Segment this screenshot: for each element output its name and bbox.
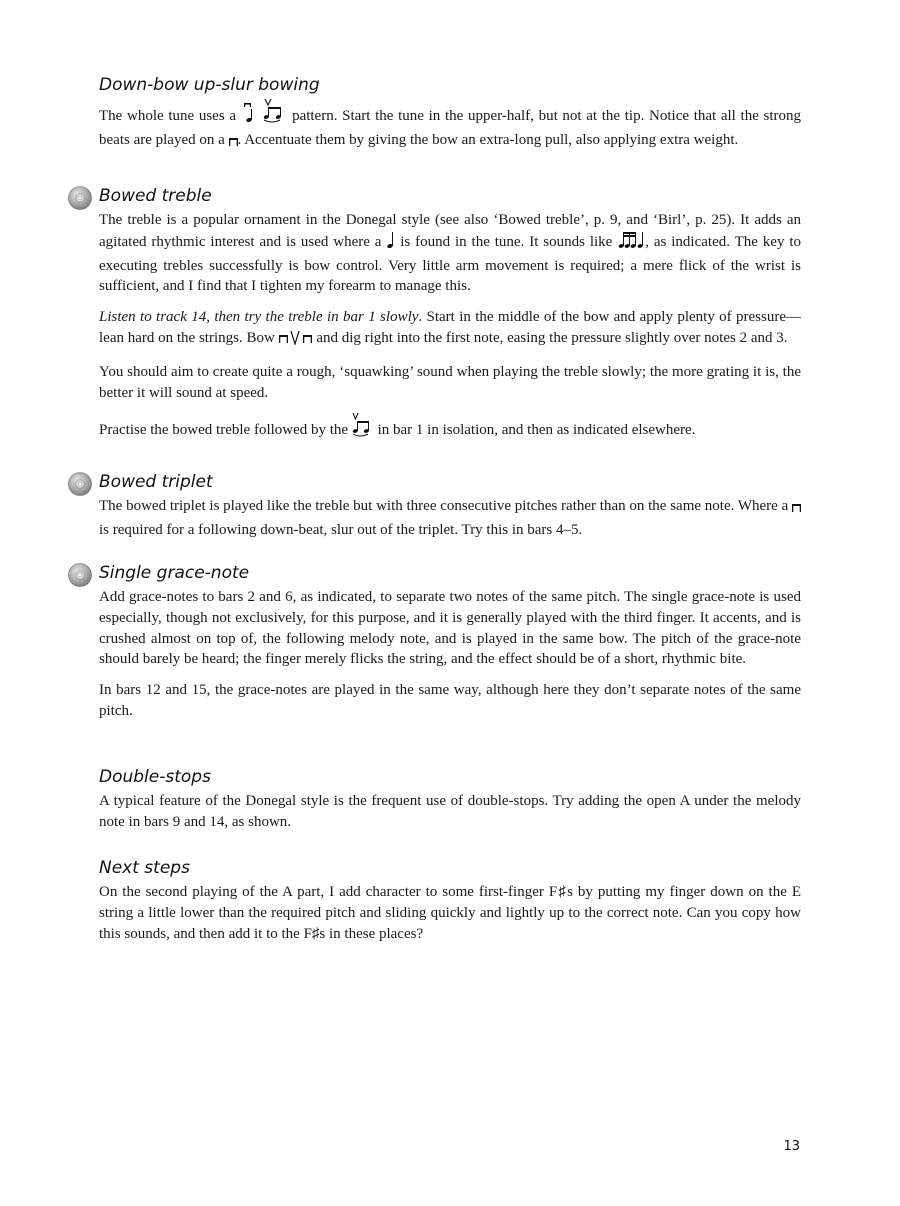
paragraph: The bowed triplet is played like the treble but with three consecutive pitches rather than on the same note. Where a is required for a following down-beat, slur out of the triplet. Try this in bars 4–5. [99, 496, 801, 541]
quarter-note-symbol [386, 231, 395, 256]
section-bowed-triplet [99, 471, 801, 551]
paragraph: Add grace-notes to bars 2 and 6, as indicated, to separate two notes of the same pitch. The single grace-note is used especially, though not exclusively, for this purpose, and it is generally played with the third finger. It accents, and is crushed almost on top of, the following melody note, and is played in the same bow. The pitch of the grace-note should barely be heard; the finger merely flicks the string, and the effect should be of a short, rhythmic bite. [99, 589, 801, 668]
section-down-bow-up-slur [99, 74, 801, 164]
section-heading: Double-stops [99, 767, 211, 787]
section-double-stops [99, 766, 801, 843]
section-heading: Bowed treble [99, 186, 212, 206]
audio-cd-icon [68, 186, 92, 210]
section-single-grace-note [99, 562, 801, 732]
slurred-eighth-pair-up-bow-symbol [352, 413, 374, 444]
down-bow-symbol [792, 499, 801, 520]
section-next-steps [99, 857, 801, 954]
paragraph: Listen to track 14, then try the treble in bar 1 slowly. Start in the middle of the bow and apply plenty of pressure—lean hard on the strings. Bow and dig right into the first note, easing the pressure slightly over notes 2 and 3. [99, 307, 801, 352]
section-heading: Single grace-note [99, 563, 250, 583]
paragraph: The whole tune uses a pattern. Start the tune in the upper-half, but not at the tip. Notice that all the strong beats are played on a . Accentuate them by giving the bow an extra-long pull, also applying extra weight. [99, 99, 801, 154]
down-up-down-bow-symbol [279, 331, 313, 352]
down-bow-symbol [229, 133, 238, 154]
paragraph: In bars 12 and 15, the grace-notes are played in the same way, although here they don’t separate notes of the same pitch. [99, 682, 801, 719]
paragraph: On the second playing of the A part, I add character to some first-finger F♯s by putting my finger down on the E string a little lower than the required pitch and sliding quickly and lightly up to the correct note. Can you copy how this sounds, and then add it to the F♯s in these places? [99, 884, 801, 942]
paragraph: Practise the bowed treble followed by the in bar 1 in isolation, and then as indicated elsewhere. [99, 413, 801, 444]
audio-cd-icon [68, 563, 92, 587]
section-heading: Down-bow up-slur bowing [99, 75, 320, 95]
page-number: 13 [783, 1139, 800, 1154]
slurred-eighth-pair-up-bow-symbol [261, 99, 287, 130]
paragraph: You should aim to create quite a rough, ‘squawking’ sound when playing the treble slowly; the more grating it is, the better it will sound at speed. [99, 363, 801, 401]
section-heading: Bowed triplet [99, 472, 213, 492]
section-bowed-treble [99, 185, 801, 454]
treble-rhythm-symbol [617, 231, 645, 256]
audio-cd-icon [68, 472, 92, 496]
section-heading: Next steps [99, 858, 190, 878]
quarter-note-down-bow-symbol [241, 103, 257, 130]
paragraph: A typical feature of the Donegal style is the frequent use of double-stops. Try adding the open A under the melody note in bars 9 and 14, as shown. [99, 793, 801, 830]
paragraph: The treble is a popular ornament in the Donegal style (see also ‘Bowed treble’, p. 9, and ‘Birl’, p. 25). It adds an agitated rhythmic interest and is used where a is found in the tune. It sounds like , as indicated. The key to executing trebles successfully is bow control. Very little arm movement is required; a mere flick of the wrist is sufficient, and I find that I tighten my forearm to manage this. [99, 212, 802, 295]
